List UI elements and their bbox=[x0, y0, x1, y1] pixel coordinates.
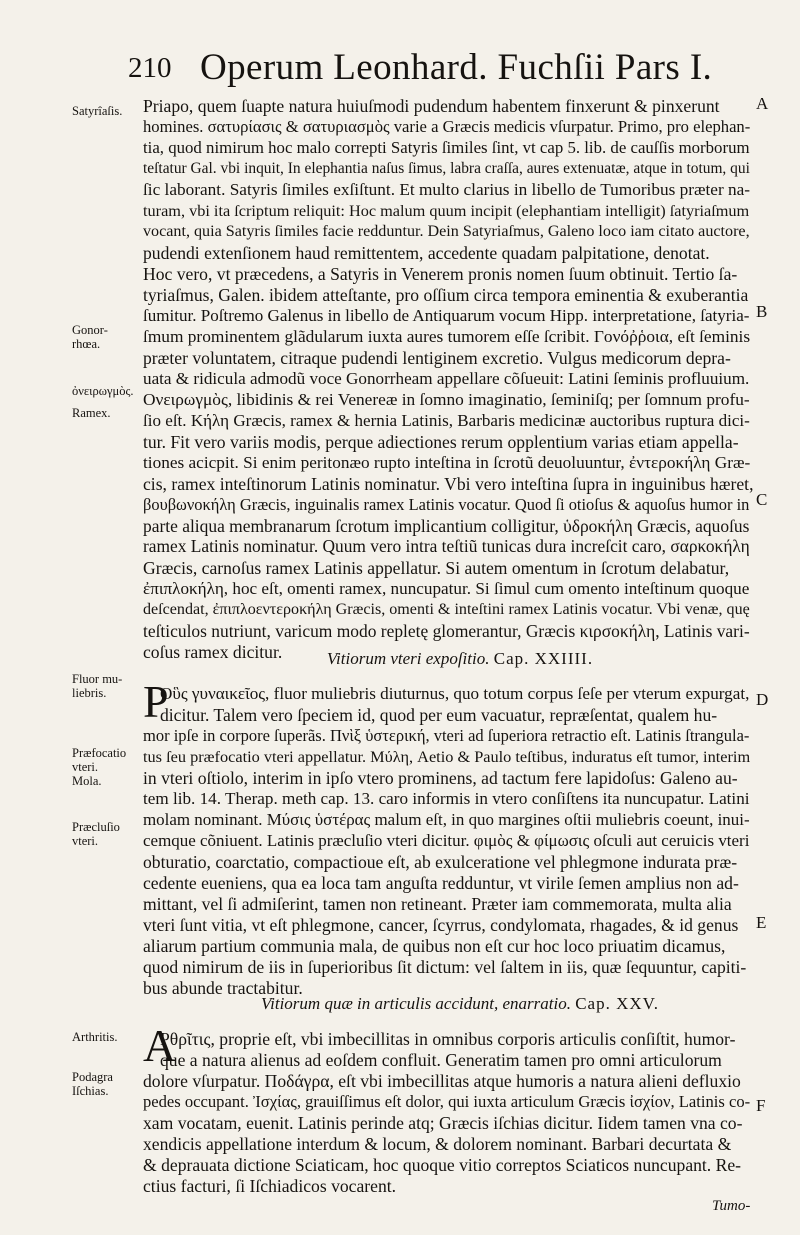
text-line: tia, quod nimirum hoc malo correpti Satyris ſimiles ſint, vt cap 5. lib. de cauſſis morborum bbox=[143, 138, 750, 157]
margin-note: Satyrîaſis. bbox=[72, 104, 123, 118]
margin-note: Ramex. bbox=[72, 406, 111, 420]
running-header bbox=[128, 46, 713, 90]
text-line: xam vocatam, euenit. Latinis perinde atq; Græcis iſchias dicitur. Iidem tamen vna co- bbox=[143, 1113, 743, 1133]
margin-note: liebris. bbox=[72, 686, 107, 700]
section-letter: A bbox=[756, 94, 769, 113]
text-line: ſumitur. Poſtremo Galenus in libello de Antiquarum vocum Hipp. interpretatione, ſatyria- bbox=[143, 306, 750, 325]
margin-note: Mola. bbox=[72, 774, 102, 788]
text-line: tiones acicpit. Si enim peritonæo rupto inteſtina in ſcrotũ deuoluuntur, ἐντεροκήλη Græ- bbox=[143, 453, 751, 472]
text-line: cemque cõniuent. Latinis præcluſio vteri dicitur. φιμὸς & φίμωσις oſculi aut ceruicis vteri bbox=[143, 831, 750, 850]
text-line: tem lib. 14. Therap. meth cap. 13. caro informis in vtero conſiſtens ita nuncupatur. Latini bbox=[143, 789, 750, 808]
text-line: obturatio, coarctatio, compactioue eſt, ab exulceratione vel phlegmone indurata præ- bbox=[143, 852, 738, 872]
text-line: mittant, vel ſi admiſerint, tamen non retineant. Præter iam commemorata, multa alia bbox=[143, 894, 732, 914]
text-line: xendicis appellatione interdum & locum, & dolorem nominant. Barbari decurtata & bbox=[143, 1134, 732, 1154]
drop-cap: A bbox=[143, 1020, 177, 1071]
text-line: Hoc vero, vt præcedens, a Satyris in Venerem pronis nomen ſuum obtinuit. Tertio ſa- bbox=[143, 264, 738, 284]
running-head-title: Operum Leonhard. Fuchſii Pars I. bbox=[200, 47, 713, 88]
text-line: molam nominant. Μύσις ὑστέρας malum eſt, in quo margines oſtii muliebris coeunt, inui- bbox=[143, 810, 750, 829]
margin-note: vteri. bbox=[72, 760, 99, 774]
text-line: deſcendat, ἐπιπλοεντεροκήλη Græcis, omenti & inteſtini ramex Latinis vocatur. Vbi venæ, quę bbox=[143, 601, 750, 618]
catchword: Tumo- bbox=[712, 1198, 751, 1214]
margin-note: vteri. bbox=[72, 834, 99, 848]
chapter-heading-title: Vitiorum quæ in articulis accidunt, enarratio. bbox=[261, 994, 571, 1013]
chapter-heading-24 bbox=[180, 649, 740, 669]
margin-note: Arthritis. bbox=[72, 1030, 118, 1044]
text-line: cedente eueniens, qua ea loca tam anguſta redduntur, vt virile ſemen amplius non ad- bbox=[143, 873, 739, 893]
chapter-heading-25 bbox=[180, 994, 740, 1014]
text-line: ramex Latinis nominatur. Quum vero intra teſtiũ tunicas dura increſcit caro, σαρκοκήλη bbox=[143, 537, 750, 556]
text-line: coſus ramex dicitur. bbox=[143, 642, 283, 662]
text-line: Ονειρωγμὸς, libidinis & rei Venereæ in ſomno imaginatio, ſeminiſq; per ſomnum profu- bbox=[143, 390, 750, 409]
chapter-heading-number: Cap. XXIIII. bbox=[493, 649, 594, 668]
text-line: teſticulos nutriunt, varicum modo repletę glomerantur, Græcis κιρσοκήλη, Latinis vari- bbox=[143, 621, 750, 641]
text-line: vocant, quia Satyris ſimiles facie redduntur. Dein Satyriaſmus, Galeno loco iam citato auctore, bbox=[143, 223, 750, 240]
text-line: aliarum partium communia mala, de quibus non eſt cur hoc loco priuatim dicamus, bbox=[143, 936, 726, 956]
margin-note: Fluor mu- bbox=[72, 672, 123, 686]
text-line: dolore vſurpatur. Ποδάγρα, eſt vbi imbecillitas atque humoris a natura alieni defluxio bbox=[143, 1071, 741, 1091]
text-line: tur. Fit vero variis modis, perque adiectiones rerum opplentium varias etiam appella- bbox=[143, 432, 739, 452]
text-line: homines. σατυρίασις & σατυριασμὸς varie a Græcis medicis vſurpatur. Primo, pro elephan- bbox=[143, 117, 751, 136]
text-line: ctius facturi, ſi Iſchiadicos vocarent. bbox=[143, 1176, 397, 1196]
section-letter: B bbox=[756, 302, 768, 321]
text-line: parte aliqua membranarum ſcrotum implicantium colligitur, ὑδροκήλη Græcis, aquoſus bbox=[143, 516, 750, 536]
text-line: dicitur. Talem vero ſpeciem id, quod per eum vacuatur, repræſentat, qualem hu- bbox=[160, 705, 718, 725]
text-line: ſic laborant. Satyris ſimiles exſiſtunt. Et multo clarius in libello de Tumoribus præter na- bbox=[143, 180, 751, 199]
margin-note: ὀνειρωγμὸς. bbox=[72, 384, 134, 398]
margin-note: Iſchias. bbox=[72, 1084, 109, 1098]
text-line: teſtatur Gal. vbi inquit, In elephantia naſus ſimus, labra craſſa, aures extenuatæ, atque in totum, qui bbox=[143, 160, 750, 177]
text-line: præter voluntatem, citraque pudendi lentiginem excretio. Vulgus medicorum depra- bbox=[143, 348, 731, 368]
text-line: & deprauata dictione Sciaticam, hoc quoque vitio correptos Sciaticos nuncupant. Re- bbox=[143, 1155, 742, 1175]
text-line: pudendi extenſionem haud remittentem, accedente quadam palpitatione, denotat. bbox=[143, 243, 710, 263]
section-letter: E bbox=[756, 913, 767, 932]
margin-note: Gonor- bbox=[72, 323, 108, 337]
text-line: in vteri oſtiolo, interim in ipſo vtero prominens, ad tactum fere lapidoſus: Galeno au- bbox=[143, 768, 738, 788]
text-line: vteri ſunt vitia, vt eſt phlegmone, cancer, ſcyrrus, condylomata, rhagades, & id genus bbox=[143, 915, 739, 935]
text-line: mor ipſe in corpore ſuperãs. Πνὶξ ὑστερική, vteri ad ſuperiora retractio eſt. Latinis ſtrangula- bbox=[143, 726, 750, 745]
margin-note: Præfocatio bbox=[72, 746, 127, 760]
text-line: uata & ridicula admodũ voce Gonorrheam appellare cõſueuit: Latini ſeminis profluuium. bbox=[143, 369, 750, 388]
text-line: Ρθρῖτις, proprie eſt, vbi imbecillitas in omnibus corporis articulis conſiſtit, humor- bbox=[160, 1029, 736, 1049]
text-line: ſio eſt. Κήλη Græcis, ramex & hernia Latinis, Barbaris medicinæ auctoribus ruptura dici- bbox=[143, 411, 750, 430]
text-line: Οὓς γυναικεῖος, fluor muliebris diuturnus, quo totum corpus ſeſe per vterum expurgat, bbox=[160, 684, 750, 703]
text-line: turam, vbi ita ſcriptum reliquit: Hoc malum quum incipit (elephantiam intelligit) ſatyriaſmum bbox=[143, 201, 750, 220]
text-line: tus ſeu præfocatio vteri appellatur. Μύλη, Aetio & Paulo teſtibus, induratus eſt tumor, interim bbox=[143, 747, 751, 766]
text-line: que a natura alienus ad eoſdem confluit. Generatim tamen pro omni articulorum bbox=[160, 1050, 722, 1070]
margin-note: Podagra bbox=[72, 1070, 113, 1084]
text-line: βουβωνοκήλη Græcis, inguinalis ramex Latinis vocatur. Quod ſi otioſus & aquoſus humor in bbox=[143, 495, 750, 514]
page-number: 210 bbox=[128, 52, 172, 84]
section-letter: F bbox=[756, 1096, 766, 1115]
margin-note: rhœa. bbox=[72, 337, 101, 351]
section-letter: D bbox=[756, 690, 769, 709]
text-line: Priapo, quem ſuapte natura huiuſmodi pudendum habentem finxerunt & pinxerunt bbox=[143, 96, 720, 116]
text-line: quod nimirum de iis in ſuperioribus ſit dictum: vel ſaltem in iis, quæ ſequuntur, capiti- bbox=[143, 957, 747, 977]
section-letter: C bbox=[756, 490, 768, 509]
text-line: ſmum prominentem glãdularum iuxta aures tumorem eſſe ſcribit. Γονόῤῥοια, eſt ſeminis bbox=[143, 327, 751, 346]
text-line: bus abunde tractabitur. bbox=[143, 978, 303, 998]
text-line: Græcis, carnoſus ramex Latinis appellatur. Si autem omentum in ſcrotum delabatur, bbox=[143, 558, 730, 578]
chapter-heading-number: Cap. XXV. bbox=[575, 994, 659, 1013]
text-line: cis, ramex inteſtinorum Latinis nominatur. Vbi vero inteſtina ſupra in inguinibus hæret, bbox=[143, 474, 753, 494]
margin-note: Præcluſio bbox=[72, 820, 120, 834]
text-line: pedes occupant. Ἰσχίας, grauiſſimus eſt dolor, qui iuxta articulum Græcis ἰσχίον, Latinis co- bbox=[143, 1092, 751, 1111]
chapter-heading-title: Vitiorum vteri expoſitio. bbox=[326, 649, 490, 668]
text-line: tyriaſmus, Galen. ibidem atteſtante, pro oſſium circa tempora eminentia & exuberantia bbox=[143, 285, 749, 305]
text-line: ἐπιπλοκήλη, hoc eſt, omenti ramex, nuncupatur. Si ſimul cum omento inteſtinum quoque bbox=[143, 579, 750, 598]
drop-cap: P bbox=[143, 676, 169, 727]
